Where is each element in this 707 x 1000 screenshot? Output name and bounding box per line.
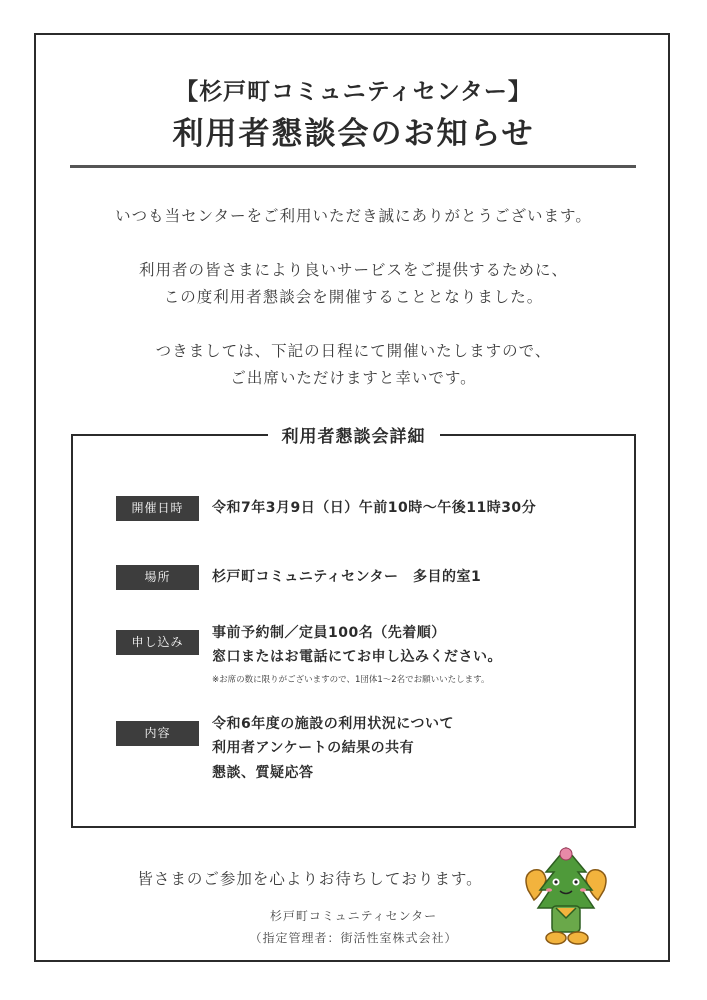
footer-manager: （指定管理者：街活性室株式会社） xyxy=(249,931,458,945)
date-value: 令和7年3月9日（日）午前10時～午後11時30分 xyxy=(212,500,537,516)
intro-line-4: つきましては、下記の日程にて開催いたしますので、 xyxy=(155,342,552,360)
date-label: 開催日時 xyxy=(116,496,199,521)
place-label: 場所 xyxy=(116,565,199,590)
intro-line-5: ご出席いただけますと幸いです。 xyxy=(230,369,477,387)
closing-message: 皆さまのご参加を心よりお待ちしております。 xyxy=(137,870,483,888)
content-line-3: 懇談、質疑応答 xyxy=(212,765,314,781)
apply-line-2: 窓口またはお電話にてお申し込みください。 xyxy=(212,649,502,665)
content-line-2: 利用者アンケートの結果の共有 xyxy=(212,740,415,756)
tree-mascot-icon xyxy=(520,846,612,950)
apply-note: ※お席の数に限りがございますので、1団体1～2名でお願いいたします。 xyxy=(212,675,490,685)
footer-org: 杉戸町コミュニティセンター xyxy=(269,909,438,923)
content-label: 内容 xyxy=(116,721,199,746)
organizer-heading: 【杉戸町コミュニティセンター】 xyxy=(175,79,532,105)
place-value: 杉戸町コミュニティセンター 多目的室1 xyxy=(212,569,482,585)
apply-line-1: 事前予約制／定員100名（先着順） xyxy=(212,625,446,641)
details-heading xyxy=(0,422,707,447)
intro-line-2: 利用者の皆さまにより良いサービスをご提供するために、 xyxy=(138,261,568,279)
content-line-1: 令和6年度の施設の利用状況について xyxy=(212,716,454,732)
intro-line-3: この度利用者懇談会を開催することとなりました。 xyxy=(163,288,544,306)
details-title: 利用者懇談会詳細 xyxy=(268,427,440,447)
intro-greeting: いつも当センターをご利用いただき誠にありがとうございます。 xyxy=(115,207,592,225)
title-divider xyxy=(70,165,636,168)
page-title: 利用者懇談会のお知らせ xyxy=(172,116,535,152)
apply-label: 申し込み xyxy=(116,630,199,655)
